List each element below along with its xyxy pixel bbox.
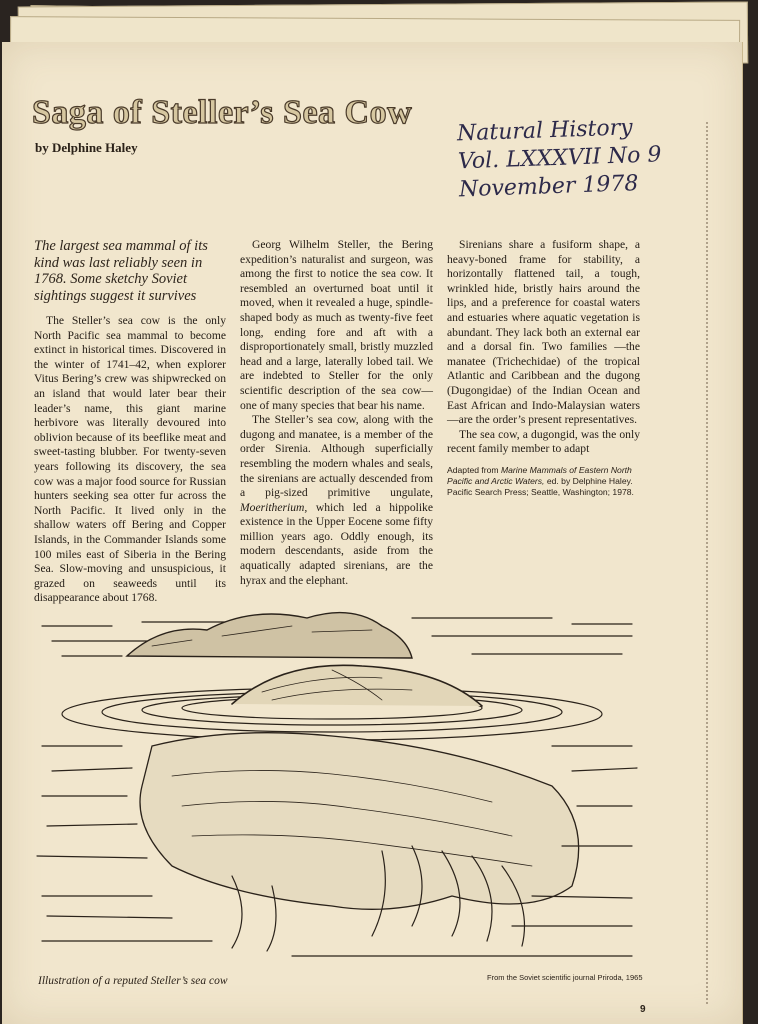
handwritten-annotation bbox=[457, 112, 710, 205]
sea-cow-illustration bbox=[32, 596, 644, 968]
text-run: ed. by Delphine Haley. Pacific Search Press; Seattle, Washington; 1978. bbox=[447, 475, 634, 497]
body-paragraph bbox=[240, 413, 433, 588]
taxon-name: Moeritherium, bbox=[240, 500, 308, 514]
text-run: Adapted from bbox=[447, 464, 501, 475]
body-paragraph: The Steller’s sea cow is the only North Pacific sea mammal to become extinct in historical times. Discovered in the winter of 1741–42, when explorer Vitus Bering’s crew was shipwrecked on an island that would later bear their leader’s name, this giant marine herbivore was literally devoured into oblivion because of its beeflike meat and sweet-tasting blubber. For twenty-seven years following its discovery, the sea cow was a major food source for Russian hunters seeking sea otter fur across the North Pacific. It lived only in the shallow waters off Bering and Copper Islands, in the Commander Islands some 100 miles east of Siberia in the Bering Sea. Slow-moving and unsuspicious, it grazed on seaweeds until its disappearance about 1768. bbox=[34, 314, 226, 605]
article-byline: by Delphine Haley bbox=[35, 140, 138, 155]
handwritten-line: Natural History bbox=[456, 115, 634, 147]
book-title: Marine Mammals of Eastern North Pacific and Arctic Waters, bbox=[447, 464, 632, 486]
column-2 bbox=[240, 238, 433, 606]
text-run: which led a hippolike existence in the Upper Eocene some fifty million years ago. Oddly enough, its modern descendants, aside from the aquatically adapted sirenians, are the hyrax and the elephant. bbox=[240, 500, 433, 587]
body-paragraph: The sea cow, a dugongid, was the only recent family member to adapt bbox=[447, 427, 640, 456]
illustration-source: From the Soviet scientific journal Priroda, 1965 bbox=[487, 973, 643, 982]
adaptation-credit bbox=[447, 465, 640, 498]
page-edge-marks bbox=[705, 122, 708, 1004]
article-body bbox=[34, 238, 640, 606]
body-paragraph: Georg Wilhelm Steller, the Bering expedition’s naturalist and surgeon, was among the first to notice the sea cow. It resembled an overturned boat until it moved, when it revealed a huge, spindle-shaped body as much as twenty-five feet long, ending fore and aft with a disproportionately small, bristly muzzled head and a large, laterally lobed tail. We are indebted to Steller for the only scientific description of the sea cow—one of many species that bear his name. bbox=[240, 238, 433, 412]
illustration-caption: Illustration of a reputed Steller’s sea cow bbox=[38, 975, 228, 987]
handwritten-line: November 1978 bbox=[458, 171, 639, 203]
article-title: Saga of Steller’s Sea Cow bbox=[32, 94, 413, 131]
page-number: 9 bbox=[640, 1004, 646, 1015]
article-lede: The largest sea mammal of its kind was last reliably seen in 1768. Some sketchy Soviet sightings suggest it survives bbox=[34, 238, 208, 304]
handwritten-line: Vol. LXXXVII No 9 bbox=[457, 142, 662, 175]
column-1 bbox=[34, 238, 226, 606]
column-3 bbox=[447, 238, 640, 606]
text-run: The Steller’s sea cow, along with the dugong and manatee, is a member of the order Sirenia. Although superficially resembling the modern whales and seals, the sirenians are actually descended from a pig-sized primitive ungulate, bbox=[240, 413, 433, 500]
body-paragraph: Sirenians share a fusiform shape, a heavy-boned frame for stability, a horizontally flattened tail, a tough, wrinkled hide, bristly hairs around the lips, and a preference for coastal waters and estuaries where aquatic vegetation is abundant. They lack both an external ear and a dorsal fin. Two families —the manatee (Trichechidae) of the tropical Atlantic and Caribbean and the dugong (Dugongidae) of the Indian Ocean and East African and Indo-Malaysian waters—are the order’s present representatives. bbox=[447, 238, 640, 427]
